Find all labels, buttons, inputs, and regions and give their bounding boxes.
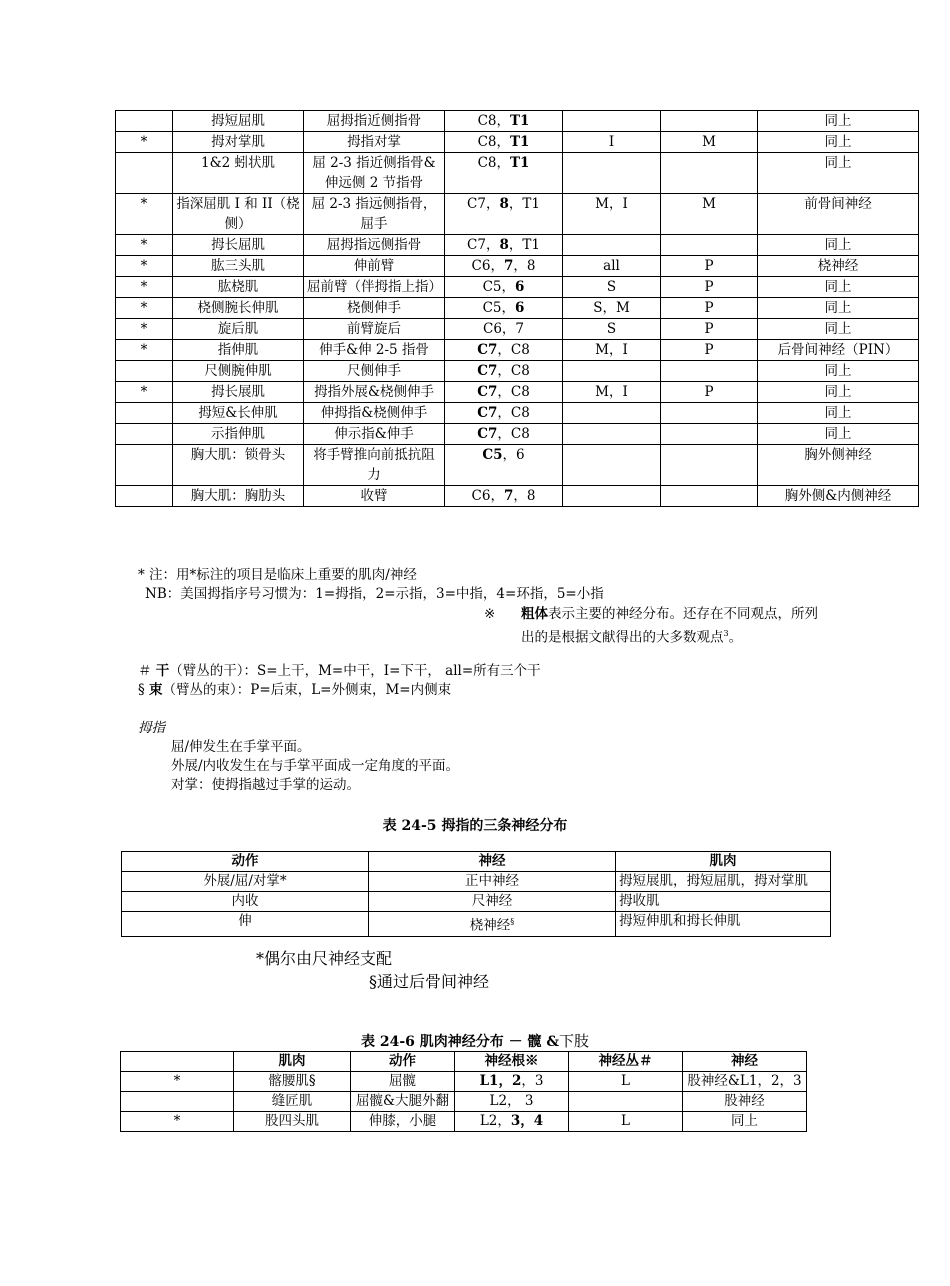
nerve-cell: 同上 [758, 277, 919, 298]
table-row [116, 298, 919, 319]
root-plain: ，T1 [508, 237, 540, 253]
table2-caption: 表 24-5 拇指的三条神经分布 [382, 818, 568, 834]
muscle-cell: 1&2 蚓状肌 [173, 153, 304, 194]
reference-mark: ※ [484, 606, 496, 622]
muscle-cell: 尺侧腕伸肌 [173, 361, 304, 382]
action-cell: 前臂旋后 [304, 319, 445, 340]
action-cell: 伸膝，小腿 [351, 1112, 455, 1132]
muscle-cell: 肱桡肌 [173, 277, 304, 298]
root-cell [455, 1112, 569, 1132]
header-muscle: 肌肉 [234, 1052, 351, 1072]
muscle-cell: 拇长展肌 [173, 382, 304, 403]
nerve-cell: 同上 [758, 111, 919, 132]
table-row [116, 194, 919, 235]
muscle-cell: 桡侧腕长伸肌 [173, 298, 304, 319]
muscle-cell: 胸大肌：胸肋头 [173, 486, 304, 507]
cord-cell: M [661, 132, 758, 153]
muscle-cell: 指伸肌 [173, 340, 304, 361]
action-cell: 屈 2-3 指远侧指骨，屈手 [304, 194, 445, 235]
trunk-cell [563, 153, 661, 194]
header-star [121, 1052, 234, 1072]
nerve-cell: 胸外侧神经 [758, 445, 919, 486]
action-cell: 屈髋 [351, 1072, 455, 1092]
root-bold: C7 [477, 342, 498, 358]
table-row [121, 1092, 807, 1112]
thumb-line-1: 屈/伸发生在手掌平面。 [171, 739, 311, 755]
root-bold: 7 [503, 488, 514, 504]
cord-cell: M [661, 194, 758, 235]
table-header-row [122, 852, 831, 872]
action-cell: 屈拇指远侧指骨 [304, 235, 445, 256]
action-cell: 内收 [122, 892, 369, 912]
trunk-cell: S [563, 277, 661, 298]
table-row [122, 912, 831, 937]
star-cell [116, 424, 173, 445]
cord-cell [661, 486, 758, 507]
root-plain: C6， [471, 258, 504, 274]
nerve-cell: 尺神经 [369, 892, 616, 912]
root-plain: ，C8 [497, 426, 530, 442]
table-row [116, 403, 919, 424]
root-cell [445, 235, 563, 256]
table-row [116, 111, 919, 132]
bold-note-end: 。 [728, 629, 743, 646]
cord-cell [661, 424, 758, 445]
root-cell [445, 194, 563, 235]
root-plain: ，T1 [508, 196, 540, 212]
muscle-cell: 拇收肌 [616, 892, 831, 912]
action-cell: 伸 [122, 912, 369, 937]
muscle-cell: 旋后肌 [173, 319, 304, 340]
table-row [116, 256, 919, 277]
muscle-cell: 髂腰肌§ [234, 1072, 351, 1092]
bold-note-text: 表示主要的神经分布。还存在不同观点，所列出的是根据文献得出的大多数观点 [521, 606, 818, 646]
muscle-cell: 肱三头肌 [173, 256, 304, 277]
trunk-cell [563, 403, 661, 424]
star-cell: * [116, 194, 173, 235]
root-rest: ，3 [521, 1073, 544, 1089]
thumb-title: 拇指 [138, 720, 165, 736]
bold-note-ref: 3 [723, 629, 729, 638]
trunk-cell [563, 111, 661, 132]
trunk-cell [563, 486, 661, 507]
thumb-line-3: 对掌：使拇指越过手掌的运动。 [171, 777, 360, 793]
action-cell: 屈髋&大腿外翻 [351, 1092, 455, 1112]
table-row [121, 1112, 807, 1132]
root-bold: T1 [509, 155, 530, 171]
action-cell: 将手臂推向前抵抗阻力 [304, 445, 445, 486]
nerve-cell: 同上 [758, 361, 919, 382]
table3-caption [0, 1030, 950, 1051]
star-cell: * [116, 132, 173, 153]
root-plain: C6，7 [482, 321, 524, 337]
trunk-cell: M，I [563, 194, 661, 235]
cord-note-text: （臂丛的束）：P=后束，L=外侧束，M=内侧束 [162, 682, 452, 698]
root-cell [445, 319, 563, 340]
trunk-cell [563, 235, 661, 256]
trunk-cell: M，I [563, 382, 661, 403]
root-bold: C7 [477, 405, 498, 421]
plexus-cell: L [569, 1112, 683, 1132]
cord-symbol: § [138, 682, 145, 698]
nerve-cell: 后骨间神经（PIN） [758, 340, 919, 361]
cord-cell: P [661, 298, 758, 319]
root-plain: ，8 [513, 258, 536, 274]
trunk-cell: S，M [563, 298, 661, 319]
nerve-cell: 同上 [758, 319, 919, 340]
bold-note [484, 605, 819, 648]
nerve-cell: 同上 [758, 235, 919, 256]
table-header-row [121, 1052, 807, 1072]
root-bold: C7 [477, 363, 498, 379]
action-cell: 尺侧伸手 [304, 361, 445, 382]
arm-muscle-nerve-table [115, 110, 919, 507]
action-cell: 伸拇指&桡侧伸手 [304, 403, 445, 424]
muscle-cell: 指深屈肌 I 和 II（桡侧） [173, 194, 304, 235]
root-cell [445, 486, 563, 507]
nerve-cell: 同上 [758, 298, 919, 319]
root-plain: C7， [467, 237, 500, 253]
trunk-cell: S [563, 319, 661, 340]
root-bold: C5 [482, 447, 503, 463]
action-cell: 伸前臂 [304, 256, 445, 277]
root-plain: C6， [471, 488, 504, 504]
root-cell [445, 153, 563, 194]
nerve-sup: § [510, 917, 515, 926]
star-note: * 注：用*标注的项目是临床上重要的肌肉/神经 [138, 567, 417, 583]
root-plain: ，C8 [497, 405, 530, 421]
table-row [122, 892, 831, 912]
star-cell [116, 486, 173, 507]
table-row [116, 277, 919, 298]
star-cell: * [116, 340, 173, 361]
root-cell [445, 424, 563, 445]
star-cell: * [116, 382, 173, 403]
root-plain: C8， [477, 113, 510, 129]
star-cell [116, 153, 173, 194]
root-bold: C7 [477, 384, 498, 400]
trunk-note-text: （臂丛的干）：S=上干，M=中干，I=下干， all=所有三个干 [169, 663, 541, 679]
cord-cell [661, 111, 758, 132]
trunk-word: 干 [155, 663, 170, 679]
cord-cell [661, 361, 758, 382]
nerve-cell: 同上 [758, 424, 919, 445]
header-plexus: 神经丛＃ [569, 1052, 683, 1072]
root-cell [445, 111, 563, 132]
star-cell: * [121, 1072, 234, 1092]
nerve-cell [369, 912, 616, 937]
cord-cell [661, 153, 758, 194]
star-cell [116, 445, 173, 486]
root-cell [445, 132, 563, 153]
cord-cell: P [661, 277, 758, 298]
trunk-cell [563, 361, 661, 382]
plexus-cell [569, 1092, 683, 1112]
trunk-cell: I [563, 132, 661, 153]
table-row [116, 445, 919, 486]
header-nerve: 神经 [683, 1052, 807, 1072]
nerve-cell: 前骨间神经 [758, 194, 919, 235]
table-row [116, 361, 919, 382]
cord-cell: P [661, 256, 758, 277]
muscle-cell: 缝匠肌 [234, 1092, 351, 1112]
root-plain: ，C8 [497, 363, 530, 379]
root-bold: 6 [515, 279, 525, 295]
thumb-nerve-table [121, 851, 831, 937]
root-plain: C8， [477, 155, 510, 171]
root-plain: L2， [479, 1113, 511, 1129]
root-cell [455, 1072, 569, 1092]
header-root: 神经根※ [455, 1052, 569, 1072]
cord-cell [661, 235, 758, 256]
nerve-cell: 正中神经 [369, 872, 616, 892]
table-row [121, 1072, 807, 1092]
table-row [116, 319, 919, 340]
root-plain: ，6 [502, 447, 525, 463]
action-cell: 外展/屈/对掌* [122, 872, 369, 892]
action-cell: 桡侧伸手 [304, 298, 445, 319]
root-bold: 8 [499, 237, 509, 253]
header-action: 动作 [351, 1052, 455, 1072]
root-cell [445, 298, 563, 319]
root-cell [445, 256, 563, 277]
hip-muscle-nerve-table [120, 1051, 807, 1132]
root-cell [445, 340, 563, 361]
table-row [122, 872, 831, 892]
root-plain: C5， [482, 300, 515, 316]
header-nerve: 神经 [369, 852, 616, 872]
root-cell: L2， 3 [455, 1092, 569, 1112]
root-plain: ，C8 [497, 342, 530, 358]
star-cell: * [116, 277, 173, 298]
cord-cell: P [661, 340, 758, 361]
trunk-cell: M，I [563, 340, 661, 361]
nerve-cell: 桡神经 [758, 256, 919, 277]
muscle-cell: 拇短伸肌和拇长伸肌 [616, 912, 831, 937]
root-bold: T1 [509, 134, 530, 150]
action-cell: 伸手&伸 2-5 指骨 [304, 340, 445, 361]
nerve-cell: 同上 [758, 403, 919, 424]
muscle-cell: 股四头肌 [234, 1112, 351, 1132]
root-bold: 6 [515, 300, 525, 316]
root-plain: C5， [482, 279, 515, 295]
muscle-cell: 拇短&长伸肌 [173, 403, 304, 424]
cord-cell [661, 403, 758, 424]
table2-footnote-2: §通过后骨间神经 [369, 972, 490, 991]
root-cell [445, 361, 563, 382]
table-row [116, 340, 919, 361]
table-row [116, 382, 919, 403]
action-cell: 收臂 [304, 486, 445, 507]
root-plain: ，C8 [497, 384, 530, 400]
table-row [116, 132, 919, 153]
table3-caption-normal: 下肢 [559, 1032, 590, 1050]
action-cell: 屈拇指近侧指骨 [304, 111, 445, 132]
nerve-cell: 胸外侧&内侧神经 [758, 486, 919, 507]
table-row [116, 153, 919, 194]
bold-word: 粗体 [521, 606, 548, 622]
muscle-cell: 示指伸肌 [173, 424, 304, 445]
muscle-cell: 胸大肌：锁骨头 [173, 445, 304, 486]
table-row [116, 424, 919, 445]
trunk-cell [563, 424, 661, 445]
nerve-cell: 同上 [758, 132, 919, 153]
root-cell [445, 277, 563, 298]
star-cell [116, 111, 173, 132]
muscle-cell: 拇短屈肌 [173, 111, 304, 132]
nerve-text: 桡神经 [469, 917, 511, 934]
trunk-symbol: ＃ [138, 663, 152, 679]
muscle-cell: 拇对掌肌 [173, 132, 304, 153]
root-plain: ，8 [513, 488, 536, 504]
nerve-cell: 股神经&L1，2，3 [683, 1072, 807, 1092]
table2-footnote-1: *偶尔由尺神经支配 [256, 949, 393, 968]
star-cell: * [116, 298, 173, 319]
nb-note: NB：美国拇指序号习惯为：1=拇指，2=示指，3=中指，4=环指，5=小指 [145, 586, 604, 602]
root-bold: 7 [503, 258, 514, 274]
thumb-line-2: 外展/内收发生在与手掌平面成一定角度的平面。 [171, 758, 460, 774]
action-cell: 拇指外展&桡侧伸手 [304, 382, 445, 403]
table3-caption-bold: 表 24-6 肌肉神经分布 － 髋 & [360, 1034, 560, 1050]
trunk-cell: all [563, 256, 661, 277]
root-bold: T1 [509, 113, 530, 129]
action-cell: 拇指对掌 [304, 132, 445, 153]
root-bold: 3，4 [510, 1113, 544, 1129]
star-cell [116, 403, 173, 424]
root-plain: C7， [467, 196, 500, 212]
nerve-cell: 同上 [758, 382, 919, 403]
root-bold: C7 [477, 426, 498, 442]
trunk-note [138, 662, 541, 681]
star-cell: * [116, 256, 173, 277]
trunk-cell [563, 445, 661, 486]
cord-cell [661, 445, 758, 486]
action-cell: 伸示指&伸手 [304, 424, 445, 445]
plexus-cell: L [569, 1072, 683, 1092]
star-cell [121, 1092, 234, 1112]
root-bold: 8 [499, 196, 509, 212]
nerve-cell: 同上 [683, 1112, 807, 1132]
star-cell [116, 361, 173, 382]
root-plain: C8， [477, 134, 510, 150]
cord-note [138, 681, 451, 700]
root-bold: L1，2 [479, 1073, 522, 1089]
cord-cell: P [661, 382, 758, 403]
action-cell: 屈前臂（伴拇指上指） [304, 277, 445, 298]
cord-cell: P [661, 319, 758, 340]
muscle-cell: 拇长屈肌 [173, 235, 304, 256]
star-cell: * [116, 319, 173, 340]
header-muscle: 肌肉 [616, 852, 831, 872]
muscle-cell: 拇短展肌，拇短屈肌，拇对掌肌 [616, 872, 831, 892]
root-cell [445, 403, 563, 424]
nerve-cell: 同上 [758, 153, 919, 194]
root-cell [445, 382, 563, 403]
nerve-cell: 股神经 [683, 1092, 807, 1112]
star-cell: * [121, 1112, 234, 1132]
table-row [116, 235, 919, 256]
root-cell [445, 445, 563, 486]
table-row [116, 486, 919, 507]
header-action: 动作 [122, 852, 369, 872]
star-cell: * [116, 235, 173, 256]
cord-word: 束 [149, 682, 163, 698]
action-cell: 屈 2-3 指近侧指骨&伸远侧 2 节指骨 [304, 153, 445, 194]
